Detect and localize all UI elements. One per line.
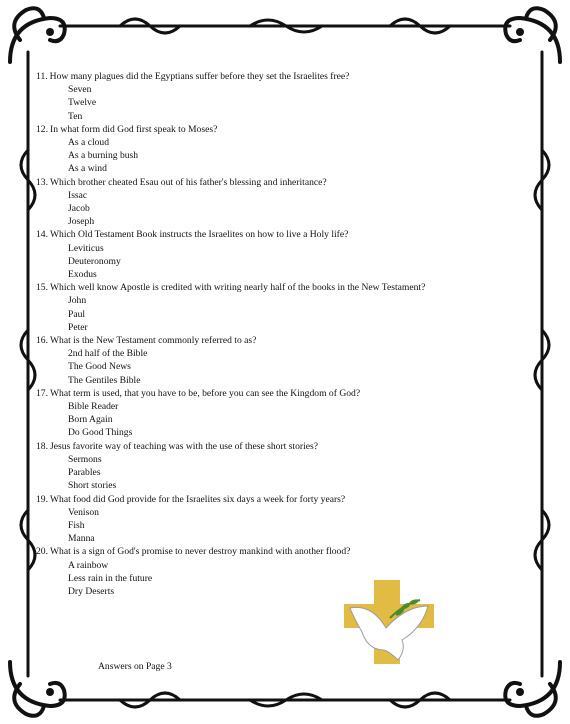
answer-option: Seven [68,84,92,96]
answer-option: 2nd half of the Bible [68,348,148,360]
answer-option: Exodus [68,269,97,281]
answer-option: As a cloud [68,137,110,149]
question-text: What is a sign of God's promise to never destroy mankind with another flood? [50,546,351,558]
question-number: 15. [36,282,48,294]
answer-option: Manna [68,533,95,545]
question-text: What term is used, that you have to be, before you can see the Kingdom of God? [50,387,361,399]
answer-option: Twelve [68,97,97,109]
answer-option: Venison [68,506,99,518]
question-text: What is the New Testament commonly referred to as? [50,335,257,347]
question-text: In what form did God first speak to Moses? [50,123,218,135]
answer-option: Sermons [68,453,102,465]
question-text: Which Old Testament Book instructs the Israelites on how to live a Holy life? [50,229,349,241]
question-number: 14. [36,229,48,241]
answer-option: Deuteronomy [68,255,121,267]
answer-option: Parables [68,467,101,479]
question-list [36,70,526,598]
question-item [36,440,526,493]
dove-cross-illustration [330,574,450,670]
question-number: 12. [36,123,48,135]
answer-option: Issac [68,189,88,201]
answer-option: Peter [68,321,88,333]
question-item [36,123,526,176]
dove-icon [330,574,450,670]
question-item [36,545,526,598]
question-text: Jesus favorite way of teaching was with the use of these short stories? [50,440,319,452]
answer-option: Paul [68,308,86,320]
question-item [36,281,526,334]
question-number: 18. [36,440,48,452]
answer-option: Less rain in the future [68,572,153,584]
answer-option: Short stories [68,480,117,492]
question-item [36,70,526,123]
answer-option: As a burning bush [68,150,139,162]
answer-option: As a wind [68,163,107,175]
answer-option: Do Good Things [68,427,133,439]
answer-option: Ten [68,110,83,122]
question-number: 11. [36,71,48,82]
question-text: Which brother cheated Esau out of his father's blessing and inheritance? [50,176,327,188]
question-item [36,176,526,229]
answer-option: Jacob [68,203,90,215]
question-item [36,493,526,546]
answer-option: Leviticus [68,242,104,254]
question-number: 19. [36,493,48,505]
question-text: Which well know Apostle is credited with writing nearly half of the books in the New Testament? [50,282,426,294]
question-item [36,334,526,387]
answer-option: Born Again [68,414,113,426]
answer-option: Fish [68,519,85,531]
answer-option: John [68,295,87,307]
question-number: 13. [36,176,48,188]
answer-option: The Good News [68,361,131,373]
question-item [36,228,526,281]
answer-option: A rainbow [68,559,109,571]
answer-option: Bible Reader [68,401,119,413]
answers-footer-note: Answers on Page 3 [98,661,172,672]
question-number: 16. [36,335,48,347]
answer-option: Joseph [68,216,95,228]
answer-option: The Gentiles Bible [68,374,141,386]
question-item [36,387,526,440]
question-number: 17. [36,387,48,399]
question-number: 20. [36,546,48,558]
question-text: How many plagues did the Egyptians suffer before they set the Israelites free? [49,71,350,82]
question-text: What food did God provide for the Israelites six days a week for forty years? [50,493,346,505]
answer-option: Dry Deserts [68,585,115,597]
